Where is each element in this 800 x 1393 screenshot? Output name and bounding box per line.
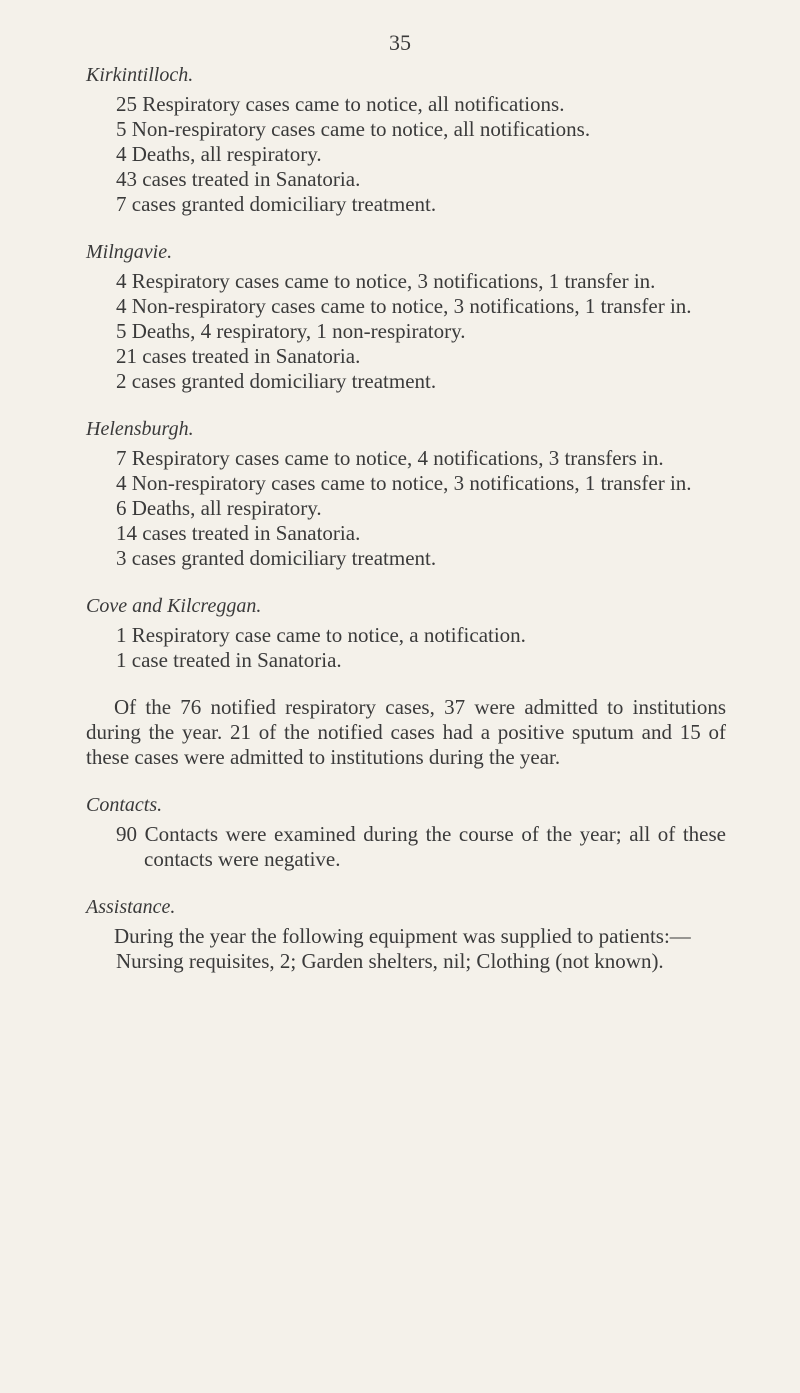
list-item: 25 Respiratory cases came to notice, all notifications. bbox=[116, 92, 565, 116]
section-heading: Helensburgh. bbox=[86, 418, 194, 440]
list-item: 1 Respiratory case came to notice, a notification. bbox=[116, 623, 526, 647]
list-item: 14 cases treated in Sanatoria. bbox=[116, 521, 361, 545]
section-heading: Assistance. bbox=[86, 896, 176, 918]
page-number: 35 bbox=[389, 30, 411, 55]
section-milngavie bbox=[86, 239, 726, 394]
list-item: 6 Deaths, all respiratory. bbox=[116, 496, 322, 520]
section-kirkintilloch bbox=[86, 62, 726, 217]
list-item: 4 Respiratory cases came to notice, 3 notifications, 1 transfer in. bbox=[116, 269, 656, 293]
list-item: 21 cases treated in Sanatoria. bbox=[116, 344, 361, 368]
assistance-items: Nursing requisites, 2; Garden shelters, nil; Clothing (not known). bbox=[116, 949, 664, 973]
list-item: 5 Non-respiratory cases came to notice, all notifications. bbox=[116, 117, 591, 141]
section-heading: Kirkintilloch. bbox=[86, 64, 194, 86]
section-contacts bbox=[86, 792, 726, 872]
list-item: 2 cases granted domiciliary treatment. bbox=[116, 369, 437, 393]
section-cove-and-kilcreggan bbox=[86, 593, 726, 673]
section-heading: Milngavie. bbox=[86, 241, 173, 263]
list-item: 5 Deaths, 4 respiratory, 1 non-respiratory. bbox=[116, 319, 466, 343]
list-item: 4 Non-respiratory cases came to notice, 3 notifications, 1 transfer in. bbox=[116, 471, 692, 495]
page-content bbox=[86, 62, 726, 996]
summary-paragraph: Of the 76 notified respiratory cases, 37 were admitted to institutions during the year. 21 of the notified cases had a positive sputum and 15 of these cases were admitted to institutions during the year. bbox=[86, 695, 726, 769]
list-item: 7 Respiratory cases came to notice, 4 notifications, 3 transfers in. bbox=[116, 446, 664, 470]
contacts-text: 90 Contacts were examined during the course of the year; all of these contacts were negative. bbox=[116, 822, 726, 871]
list-item: 4 Non-respiratory cases came to notice, 3 notifications, 1 transfer in. bbox=[116, 294, 692, 318]
list-item: 43 cases treated in Sanatoria. bbox=[116, 167, 361, 191]
list-item: 4 Deaths, all respiratory. bbox=[116, 142, 322, 166]
assistance-intro: During the year the following equipment was supplied to patients:— bbox=[114, 924, 691, 948]
list-item: 3 cases granted domiciliary treatment. bbox=[116, 546, 437, 570]
section-assistance bbox=[86, 894, 726, 974]
section-helensburgh bbox=[86, 416, 726, 571]
list-item: 7 cases granted domiciliary treatment. bbox=[116, 192, 437, 216]
section-heading: Cove and Kilcreggan. bbox=[86, 595, 262, 617]
section-heading: Contacts. bbox=[86, 794, 163, 816]
list-item: 1 case treated in Sanatoria. bbox=[116, 648, 342, 672]
